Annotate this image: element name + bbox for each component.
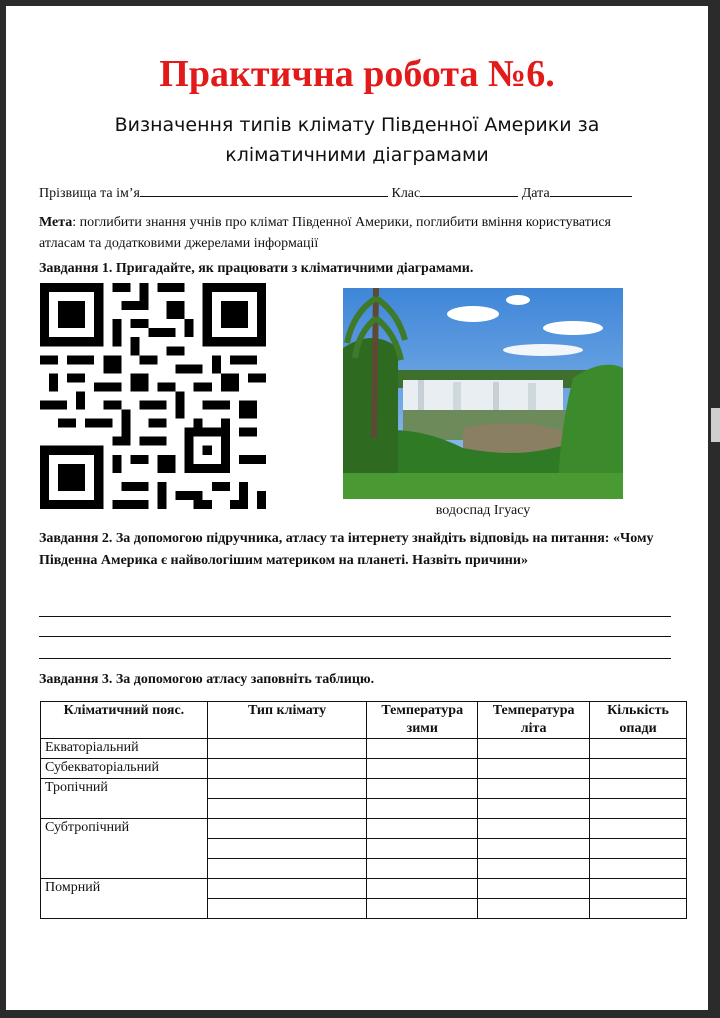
table-cell[interactable] [478, 839, 590, 859]
table-cell[interactable] [590, 739, 687, 759]
table-cell[interactable] [590, 759, 687, 779]
answer-line-2[interactable] [39, 636, 671, 637]
table-cell[interactable] [367, 859, 478, 879]
table-cell[interactable] [478, 859, 590, 879]
table-header: Тип клімату [207, 702, 367, 739]
table-cell[interactable] [367, 839, 478, 859]
table-cell[interactable] [207, 879, 367, 899]
table-row [41, 739, 687, 759]
table-cell[interactable] [367, 759, 478, 779]
page-subtitle: Визначення типів клімату Південної Америки за кліматичними діаграмами [114, 114, 600, 166]
document-page [6, 6, 708, 1010]
climate-table [40, 701, 687, 919]
table-cell[interactable] [207, 859, 367, 879]
table-row [41, 879, 687, 899]
date-field[interactable] [550, 183, 632, 197]
date-label: Дата [521, 186, 550, 201]
belt-cell: Тропічний [41, 779, 208, 819]
table-cell[interactable] [590, 879, 687, 899]
table-cell[interactable] [478, 779, 590, 799]
table-header-row [41, 702, 687, 739]
table-cell[interactable] [367, 819, 478, 839]
task3-heading: Завдання 3. За допомогою атласу заповніть таблицю. [39, 672, 375, 687]
page-title: Практична робота №6. [159, 53, 555, 95]
table-header: Кліматичний пояс. [41, 702, 208, 739]
answer-line-1[interactable] [39, 616, 671, 617]
table-header: Кількість опади [590, 702, 687, 739]
answer-line-3[interactable] [39, 658, 671, 659]
table-row [41, 819, 687, 839]
table-cell[interactable] [367, 799, 478, 819]
qr-code-image [40, 282, 266, 510]
table-cell[interactable] [478, 879, 590, 899]
table-header: Температура зими [367, 702, 478, 739]
table-cell[interactable] [207, 759, 367, 779]
photo-caption: водоспад Ігуасу [435, 503, 531, 518]
task1-heading: Завдання 1. Пригадайте, як працювати з кліматичними діаграмами. [39, 261, 474, 276]
table-cell[interactable] [207, 899, 367, 919]
goal-paragraph [39, 212, 659, 254]
table-cell[interactable] [367, 779, 478, 799]
iguazu-falls-photo [343, 288, 623, 499]
table-row [41, 779, 687, 799]
belt-cell: Субекваторіальний [41, 759, 208, 779]
belt-cell: Помрний [41, 879, 208, 919]
surname-field[interactable] [140, 183, 388, 197]
table-cell[interactable] [207, 839, 367, 859]
table-cell[interactable] [207, 799, 367, 819]
table-header: Температура літа [478, 702, 590, 739]
surname-label: Прізвища та ім’я [39, 186, 140, 201]
table-cell[interactable] [207, 819, 367, 839]
table-cell[interactable] [207, 779, 367, 799]
goal-label: Мета [39, 215, 73, 230]
table-cell[interactable] [590, 899, 687, 919]
table-cell[interactable] [590, 799, 687, 819]
task2-heading: Завдання 2. За допомогою підручника, атласу та інтернету знайдіть відповідь на питання: «Чому Південна Америка є найвологішим материком на планеті. Назвіть причини» [39, 531, 654, 568]
table-cell[interactable] [590, 839, 687, 859]
table-cell[interactable] [590, 819, 687, 839]
table-cell[interactable] [478, 739, 590, 759]
table-row [41, 759, 687, 779]
table-cell[interactable] [590, 859, 687, 879]
table-cell[interactable] [478, 819, 590, 839]
table-cell[interactable] [478, 759, 590, 779]
table-cell[interactable] [478, 799, 590, 819]
class-field[interactable] [420, 183, 518, 197]
table-cell[interactable] [207, 739, 367, 759]
scrollbar-thumb[interactable] [711, 408, 720, 442]
table-cell[interactable] [367, 739, 478, 759]
table-cell[interactable] [367, 899, 478, 919]
belt-cell: Екваторіальний [41, 739, 208, 759]
table-cell[interactable] [367, 879, 478, 899]
belt-cell: Субтропічний [41, 819, 208, 879]
table-cell[interactable] [478, 899, 590, 919]
class-label: Клас [391, 186, 421, 201]
table-cell[interactable] [590, 779, 687, 799]
goal-text: : поглибити знання учнів про клімат Південної Америки, поглибити вміння користуватися атласам та додатковими джерелами інформації [39, 215, 611, 251]
student-info-line [39, 183, 679, 202]
